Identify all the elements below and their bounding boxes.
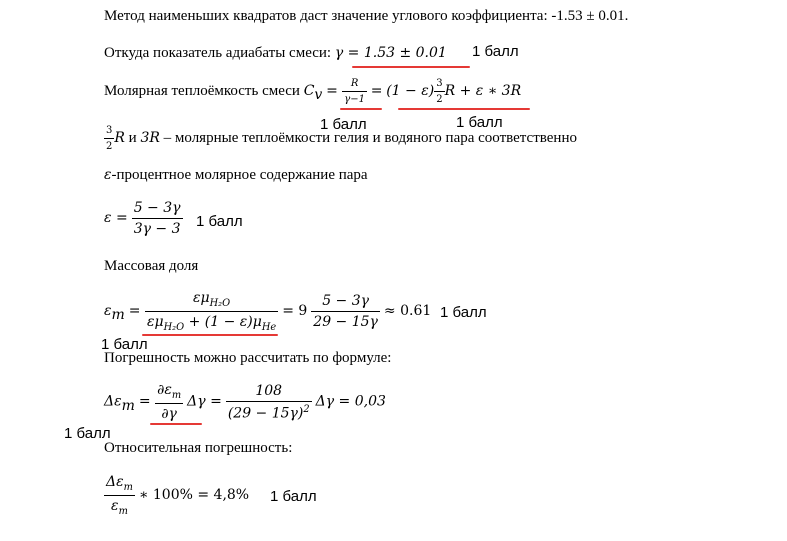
underline-r-over-gamma: [340, 108, 382, 110]
score-epsilon: 1 балл: [196, 213, 243, 230]
three-halves-fraction-2: $\frac{3}{2}$: [106, 125, 113, 152]
underline-derivative: [150, 423, 202, 425]
cv-symbol: C: [303, 82, 315, 99]
mass-fraction-formula: $\varepsilon_m$ = $\frac{\varepsilon\mu_{H_2O}}{\varepsilon\mu_{H_2O} + (1 - \varepsilon)\mu_{He}}$ = 9 $\frac{5 - 3\gamma}{29 - 15\gamma}$ ≈ 0.61: [104, 290, 432, 333]
underline-mixture: [398, 108, 530, 110]
adiabatic-index-text: Откуда показатель адиабаты смеси:: [104, 45, 335, 61]
r-over-gamma-fraction: $\frac{R}{\gamma-1}$: [344, 78, 365, 105]
mass-fraction-title: Массовая доля: [104, 258, 199, 274]
score-relative-error: 1 балл: [270, 488, 317, 505]
adiabatic-index-line: [104, 45, 447, 62]
heat-capacity-line: Молярная теплоёмкость смеси $C_v$ = $\frac{R}{\gamma-1}$ = (1 − ε) $\frac{3}{2}$ R + ε ∗ 3R: [104, 78, 522, 105]
statement-slope: Метод наименьших квадратов даст значение углового коэффициента: -1.53 ± 0.01.: [104, 8, 629, 24]
score-gamma: 1 балл: [472, 43, 519, 60]
score-error-formula: 1 балл: [101, 336, 148, 353]
score-mass-fraction: 1 балл: [440, 304, 487, 321]
error-formula-intro: Погрешность можно рассчитать по формуле:: [104, 350, 392, 366]
cv-subscript: v: [314, 86, 323, 103]
relative-error-title: Относительная погрешность:: [104, 440, 293, 456]
underline-mass-fraction: [142, 334, 278, 336]
three-halves-fraction: $\frac{3}{2}$: [436, 78, 443, 105]
vapor-fraction-def: ε-процентное молярное содержание пара: [104, 167, 368, 183]
score-heat-capacity-right: 1 балл: [456, 114, 503, 131]
heat-capacity-text: Молярная теплоёмкость смеси: [104, 82, 304, 99]
score-error: 1 балл: [64, 425, 111, 442]
error-formula: $\Delta\varepsilon_m$ = $\frac{\partial\varepsilon_m}{\partial\gamma}$ Δγ = $\frac{108}{(29 - 15\gamma)^2}$ Δγ = 0,03: [104, 382, 386, 422]
molar-heat-capacities-line: $\frac{3}{2}$ R и 3R – молярные теплоёмкости гелия и водяного пара соответственно: [106, 125, 577, 152]
mixture-term-b: R + ε ∗ 3R: [444, 82, 522, 99]
relative-error-formula: $\frac{\Delta\varepsilon_m}{\varepsilon_m}$ ∗ 100% = 4,8%: [106, 474, 250, 517]
adiabatic-index-formula: γ = 1.53 ± 0.01: [334, 45, 447, 61]
epsilon-formula: ε = $\frac{5 - 3\gamma}{3\gamma - 3}$: [104, 200, 181, 237]
underline-gamma: [352, 66, 470, 68]
mixture-term-a: (1 − ε): [386, 82, 435, 99]
score-heat-capacity-left: 1 балл: [320, 116, 367, 133]
